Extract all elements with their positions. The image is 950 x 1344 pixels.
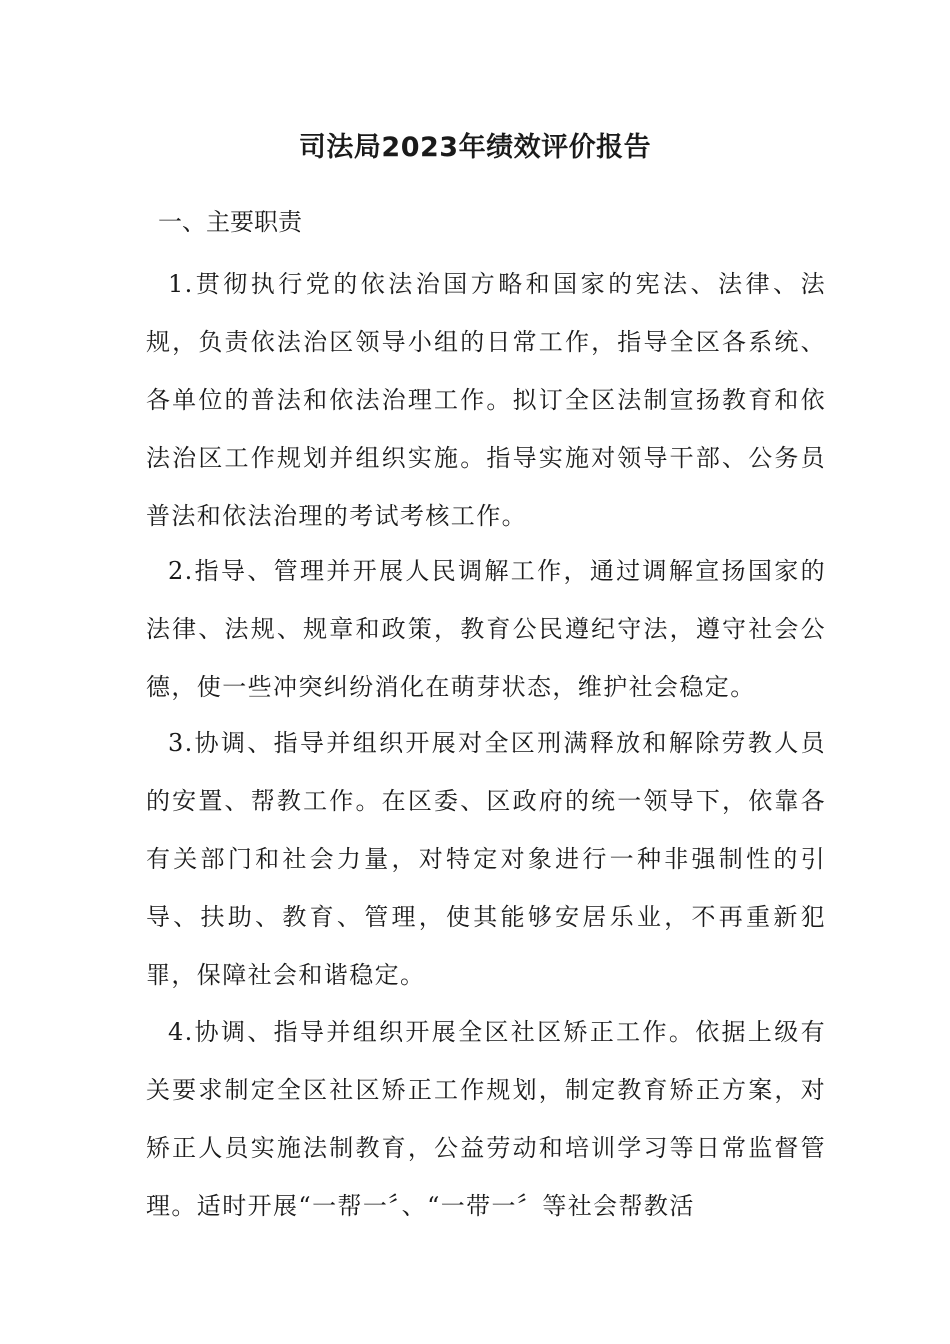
- paragraph-4: 4.协调、指导并组织开展全区社区矫正工作。依据上级有关要求制定全区社区矫正工作规划，制定教育矫正方案，对矫正人员实施法制教育，公益劳动和培训学习等日常监督管理。适时开展“一帮一〞、“一带一〞等社会帮教活: [146, 1018, 826, 1220]
- paragraph-2: 2.指导、管理并开展人民调解工作，通过调解宣扬国家的法律、法规、规章和政策，教育公民遵纪守法，遵守社会公德，使一些冲突纠纷消化在萌芽状态，维护社会稳定。: [146, 557, 826, 701]
- section-heading: 一、主要职责: [158, 208, 302, 236]
- document-title: 司法局2023年绩效评价报告: [298, 132, 652, 163]
- paragraph-3: 3.协调、指导并组织开展对全区刑满释放和解除劳教人员的安置、帮教工作。在区委、区政府的统一领导下，依靠各有关部门和社会力量，对特定对象进行一种非强制性的引导、扶助、教育、管理，使其能够安居乐业，不再重新犯罪，保障社会和谐稳定。: [146, 729, 826, 989]
- paragraph-1: 1.贯彻执行党的依法治国方略和国家的宪法、法律、法规，负责依法治区领导小组的日常工作，指导全区各系统、各单位的普法和依法治理工作。拟订全区法制宣扬教育和依法治区工作规划并组织实施。指导实施对领导干部、公务员普法和依法治理的考试考核工作。: [146, 270, 826, 530]
